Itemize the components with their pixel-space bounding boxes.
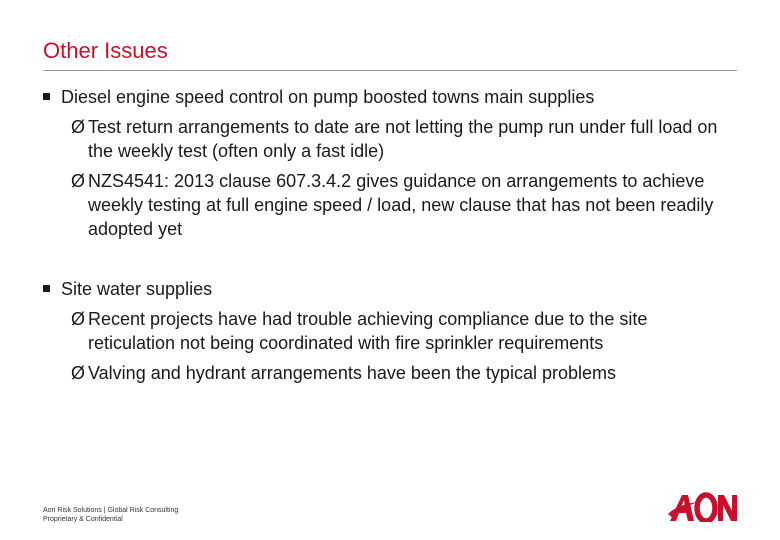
title-divider <box>43 70 737 71</box>
slide-content <box>43 85 733 385</box>
sub-bullet-item <box>43 169 733 241</box>
sub-bullet-item <box>43 307 733 355</box>
footer <box>43 506 178 524</box>
sub-bullet-text: NZS4541: 2013 clause 607.3.4.2 gives guidance on arrangements to achieve weekly testing at full engine speed / load, new clause that has not been readily adopted yet <box>88 171 714 239</box>
footer-company: Aon Risk Solutions | Global Risk Consulting <box>43 507 179 514</box>
sub-bullet-text: Recent projects have had trouble achieving compliance due to the site reticulation not being coordinated with fire sprinkler requirements <box>88 309 648 353</box>
bullet-text: Diesel engine speed control on pump boosted towns main supplies <box>61 87 595 107</box>
footer-confidential: Proprietary & Confidential <box>43 516 123 523</box>
sub-bullet-text: Test return arrangements to date are not letting the pump run under full load on the weekly test (often only a fast idle) <box>88 117 718 161</box>
bullet-item <box>43 277 733 301</box>
sub-bullet-text: Valving and hydrant arrangements have been the typical problems <box>88 363 616 383</box>
arrow-bullet-icon: Ø <box>71 171 86 191</box>
arrow-bullet-icon: Ø <box>71 363 86 383</box>
arrow-bullet-icon: Ø <box>71 309 86 329</box>
arrow-bullet-icon: Ø <box>71 117 86 137</box>
slide-title: Other Issues <box>43 38 168 63</box>
bullet-text: Site water supplies <box>61 279 213 299</box>
sub-bullet-item <box>43 361 733 385</box>
sub-bullet-item <box>43 115 733 163</box>
square-bullet-icon <box>43 93 50 100</box>
aon-logo <box>668 492 738 522</box>
bullet-item <box>43 85 733 109</box>
square-bullet-icon <box>43 285 50 292</box>
